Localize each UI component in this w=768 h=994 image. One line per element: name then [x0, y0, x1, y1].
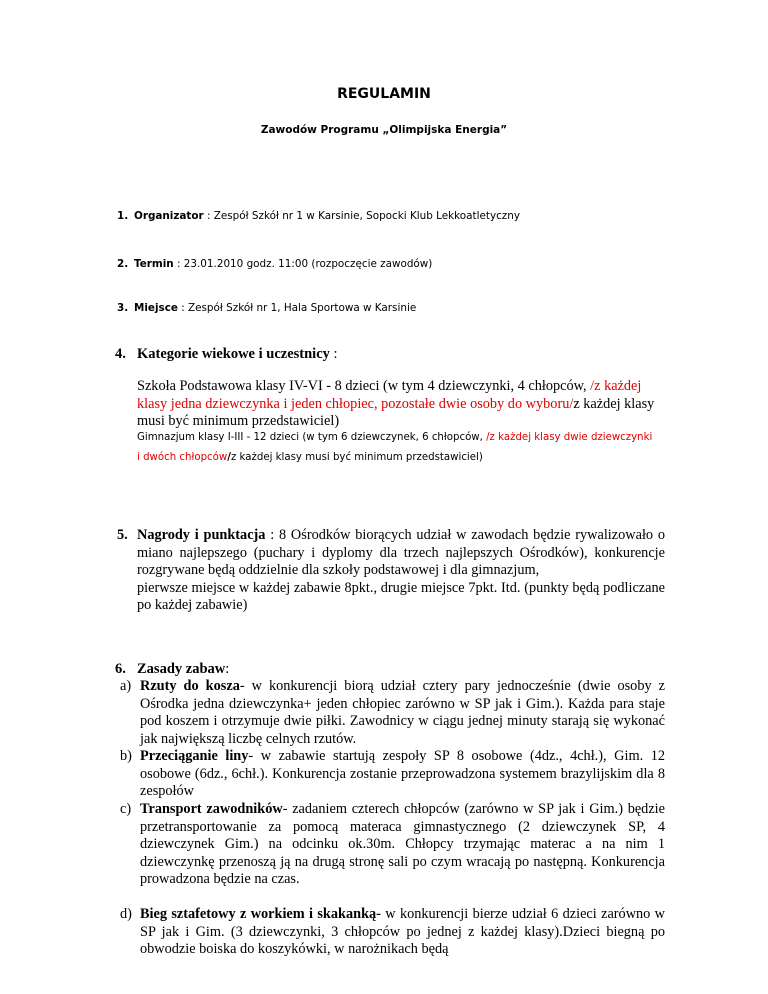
sp-category-text [137, 378, 665, 431]
section-title-suffix: : [329, 346, 338, 362]
rule-text: w konkurencji bierze udział 6 dzieci zarówno w SP jak i Gim. (3 dziewczynki, 3 chłopców po jednej z każdej klasy).Dzieci biegną po obwodzie boiska do koszykówki, w narożnikach będą [140, 906, 665, 957]
gim-slash: / [227, 452, 231, 463]
section-title-suffix: : [225, 661, 230, 677]
section-number: 5. [117, 527, 128, 543]
item-label: Miejsce [134, 302, 178, 314]
item-label: Termin [134, 258, 174, 270]
section-5-text-2: pierwsze miejsce w każdej zabawie 8pkt., drugie miejsce 7pkt. Itd. (punkty będą podliczane po każdej zabawie) [137, 579, 665, 613]
item-termin [117, 258, 432, 270]
gim-category-text [137, 428, 657, 468]
section-6-heading [115, 661, 229, 678]
rule-label: Rzuty do kosza [140, 678, 240, 694]
item-number: 1. [117, 210, 129, 222]
section-4-heading [115, 346, 338, 363]
rule-mark: c) [120, 801, 132, 817]
item-text: : Zespół Szkół nr 1, Hala Sportowa w Karsinie [177, 302, 417, 314]
item-text: : Zespół Szkół nr 1 w Karsinie, Sopocki Klub Lekkoatletyczny [203, 210, 520, 222]
section-number: 6. [115, 661, 126, 677]
rule-item-a [120, 678, 665, 748]
item-label: Organizator [134, 210, 204, 222]
document-subtitle: Zawodów Programu „Olimpijska Energia” [260, 124, 508, 136]
gim-text: Gimnazjum klasy I-III - 12 dzieci (w tym 6 dziewczynek, 6 chłopców, [137, 432, 487, 443]
gim-after: z każdej klasy musi być minimum przedstawiciel) [230, 452, 483, 463]
section-title: Nagrody i punktacja [137, 527, 266, 543]
rule-body [140, 748, 665, 801]
section-5 [117, 527, 665, 615]
rule-label: Transport zawodników [140, 801, 283, 817]
item-miejsce [117, 302, 416, 314]
section-5-body [137, 527, 665, 615]
rule-body [140, 678, 665, 748]
rule-label: Bieg sztafetowy z workiem i skakanką- [140, 906, 381, 922]
item-number: 3. [117, 302, 129, 314]
rule-body [140, 906, 665, 959]
rule-mark: b) [120, 748, 132, 764]
rule-item-d [120, 906, 665, 959]
item-number: 2. [117, 258, 129, 270]
rule-mark: d) [120, 906, 132, 922]
item-text: : 23.01.2010 godz. 11:00 (rozpoczęcie zawodów) [173, 258, 433, 270]
rule-text: - w zabawie startują zespoły SP 8 osobowe (4dz., 4chł.), Gim. 12 osobowe (6dz., 6chł.). Konkurencja zostanie przeprowadzona systemem brazylijskim dla 8 zespołów [140, 748, 666, 799]
rule-item-c [120, 801, 665, 889]
sp-after: z każdej klasy musi być minimum przedstawiciel) [137, 395, 655, 429]
rule-text: - zadaniem czterech chłopców (zarówno w SP jak i Gim.) będzie przetransportowanie za pomocą materaca gimnastycznego (2 dziewczynek SP, 4 dziewczynek Gim.) na odcinku ok.30m. Chłopcy trzymając materac a na nim 1 dziewczynkę przenoszą ją na drugą stronę sali po czym wracają po następną. Konkurencja prowadzona będzie na czas. [140, 801, 665, 887]
gim-red-note: /z każdej klasy dwie dziewczynki i dwóch chłopców [137, 432, 653, 463]
section-title: Zasady zabaw [137, 661, 226, 677]
sp-text: Szkoła Podstawowa klasy IV-VI - 8 dzieci (w tym 4 dziewczynki, 4 chłopców, [137, 378, 591, 394]
rule-body [140, 801, 665, 889]
section-title: Kategorie wiekowe i uczestnicy [137, 346, 330, 362]
section-5-text: : 8 Ośrodków biorących udział w zawodach będzie rywalizowało o miano najlepszego (puchary i dyplomy dla trzech najlepszych Ośrodków), konkurencje rozgrywane będą oddzielnie dla szkoły podstawowej i dla gimnazjum, [137, 527, 665, 578]
rule-label: Przeciąganie liny [140, 748, 249, 764]
item-organizator [117, 210, 520, 222]
rule-item-b [120, 748, 665, 801]
section-number: 4. [115, 346, 126, 362]
rule-text: - w konkurencji biorą udział cztery pary jednocześnie (dwie osoby z Ośrodka jedna dziewczynka+ jeden chłopiec zarówno w SP jak i Gim.). Każda para staje pod koszem i otrzymuje dwie piłki. Zawodnicy w ciągu jednej minuty starają się wykonać jak największą liczbę celnych rzutów. [140, 678, 665, 747]
rule-mark: a) [120, 678, 132, 694]
document-title: REGULAMIN [337, 86, 431, 102]
sp-red-note: /z każdej klasy jedna dziewczynka i jeden chłopiec, pozostałe dwie osoby do wyboru/ [137, 378, 642, 412]
